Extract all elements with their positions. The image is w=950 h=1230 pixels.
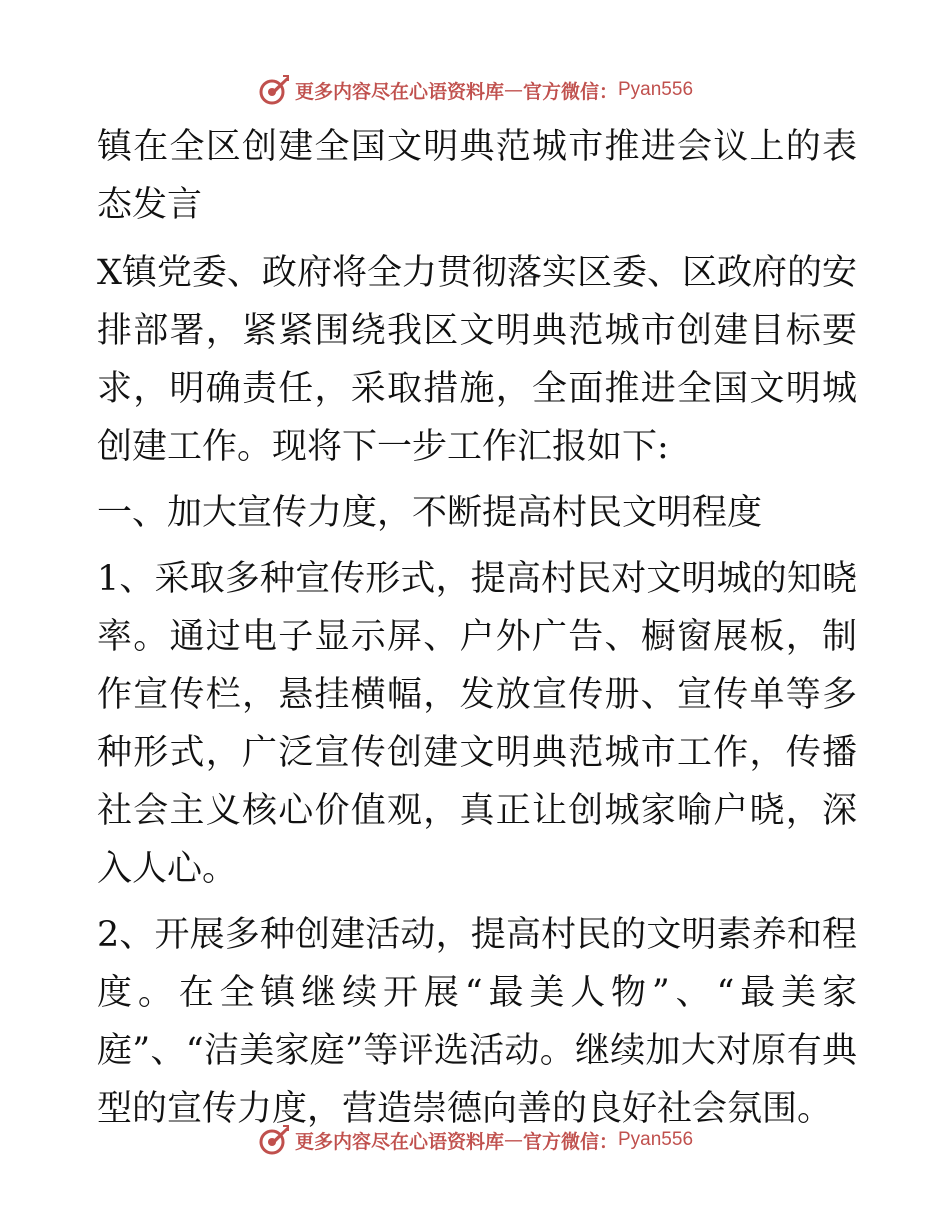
watermark-label: 官方微信： <box>522 80 618 103</box>
watermark-main-text: 更多内容尽在心语资料库 <box>294 1130 504 1153</box>
quill-logo-icon <box>257 1123 291 1157</box>
watermark-dash: — <box>503 1129 523 1151</box>
section-heading: 一、加大宣传力度，不断提高村民文明程度 <box>97 493 763 533</box>
watermark-wechat-id: Pyan556 <box>618 79 694 100</box>
watermark-label: 官方微信： <box>522 1130 618 1153</box>
watermark-dash: — <box>503 79 523 101</box>
intro-paragraph: X镇党委、政府将全力贯彻落实区委、区政府的安排部署，紧紧围绕我区文明典范城市创建目标要求，明确责任，采取措施，全面推进全国文明城创建工作。现将下一步工作汇报如下: <box>97 253 857 467</box>
footer-watermark <box>0 1120 950 1160</box>
document-title: 镇在全区创建全国文明典范城市推进会议上的表态发言 <box>97 127 857 225</box>
document-body <box>97 118 857 1138</box>
item-2-paragraph: 2、开展多种创建活动，提高村民的文明素养和程度。在全镇继续开展“最美人物”、“最美家庭”、“洁美家庭”等评选活动。继续加大对原有典型的宣传力度，营造崇德向善的良好社会氛围。 <box>97 915 857 1129</box>
watermark-wechat-id: Pyan556 <box>618 1129 694 1150</box>
quill-logo-icon <box>257 73 291 107</box>
header-watermark <box>0 70 950 110</box>
item-1-paragraph: 1、采取多种宣传形式，提高村民对文明城的知晓率。通过电子显示屏、户外广告、橱窗展板，制作宣传栏，悬挂横幅，发放宣传册、宣传单等多种形式，广泛宣传创建文明典范城市工作，传播社会主义核心价值观，真正让创城家喻户晓，深入人心。 <box>97 559 857 889</box>
watermark-main-text: 更多内容尽在心语资料库 <box>294 80 504 103</box>
